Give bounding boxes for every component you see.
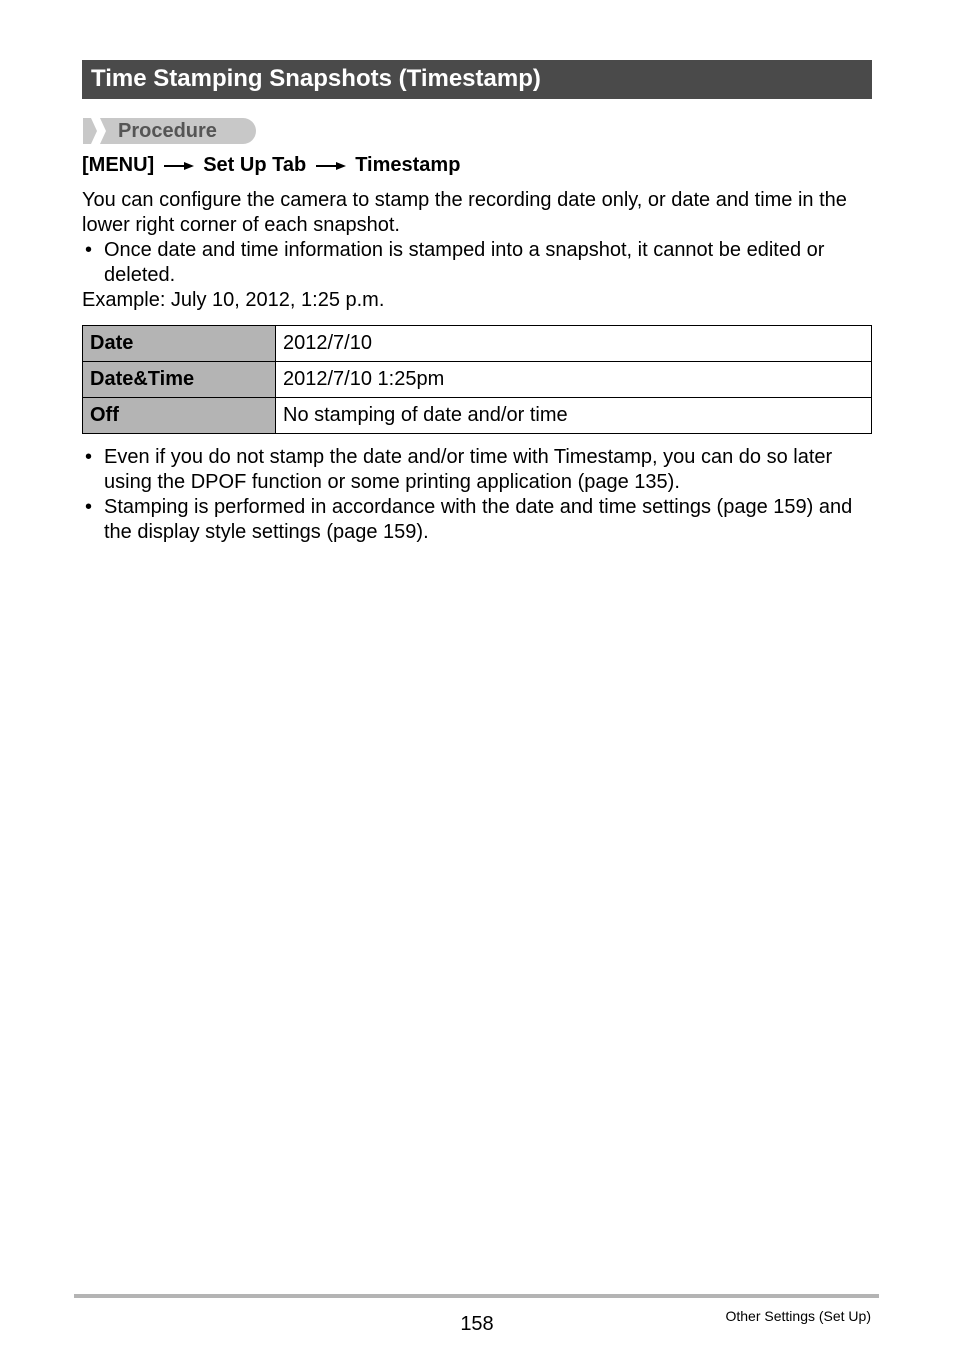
menu-path [82, 154, 460, 177]
example-text: Example: July 10, 2012, 1:25 p.m. [82, 289, 385, 311]
procedure-badge [83, 118, 256, 144]
setting-name: Date&Time [83, 362, 276, 398]
procedure-label: Procedure [118, 120, 217, 142]
menu-path-step-setup-tab: Set Up Tab [203, 154, 307, 176]
table-row [83, 326, 872, 362]
note-bullet [82, 495, 872, 545]
bullet-dot: • [85, 496, 93, 518]
bullet-dot: • [85, 239, 93, 261]
footer-section-name: Other Settings (Set Up) [725, 1308, 871, 1324]
note-text: Once date and time information is stamped into a snapshot, it cannot be edited or deleted. [104, 239, 825, 286]
menu-path-step-menu: [MENU] [82, 154, 155, 176]
note-bullet [82, 445, 872, 495]
timestamp-settings-table [82, 325, 872, 434]
table-row [83, 398, 872, 434]
page-number: 158 [460, 1313, 494, 1335]
table-row [83, 362, 872, 398]
setting-result: 2012/7/10 [276, 326, 872, 362]
bullet-dot: • [85, 446, 93, 468]
footer-rule [74, 1294, 879, 1298]
note-text: Even if you do not stamp the date and/or time with Timestamp, you can do so later using the DPOF function or some printing application (page 135). [104, 446, 833, 493]
section-title-bar [82, 60, 872, 99]
note-text: Stamping is performed in accordance with the date and time settings (page 159) and the display style settings (page 159). [104, 496, 853, 543]
setting-result: No stamping of date and/or time [276, 398, 872, 434]
setting-name: Off [83, 398, 276, 434]
setting-name: Date [83, 326, 276, 362]
note-bullet [82, 238, 872, 288]
arrow-right-icon [316, 161, 346, 171]
setting-result: 2012/7/10 1:25pm [276, 362, 872, 398]
section-title: Time Stamping Snapshots (Timestamp) [91, 65, 541, 92]
menu-path-step-timestamp: Timestamp [355, 154, 461, 176]
intro-paragraph: You can configure the camera to stamp the recording date only, or date and time in the lower right corner of each snapshot. [82, 189, 847, 236]
arrow-right-icon [164, 161, 194, 171]
